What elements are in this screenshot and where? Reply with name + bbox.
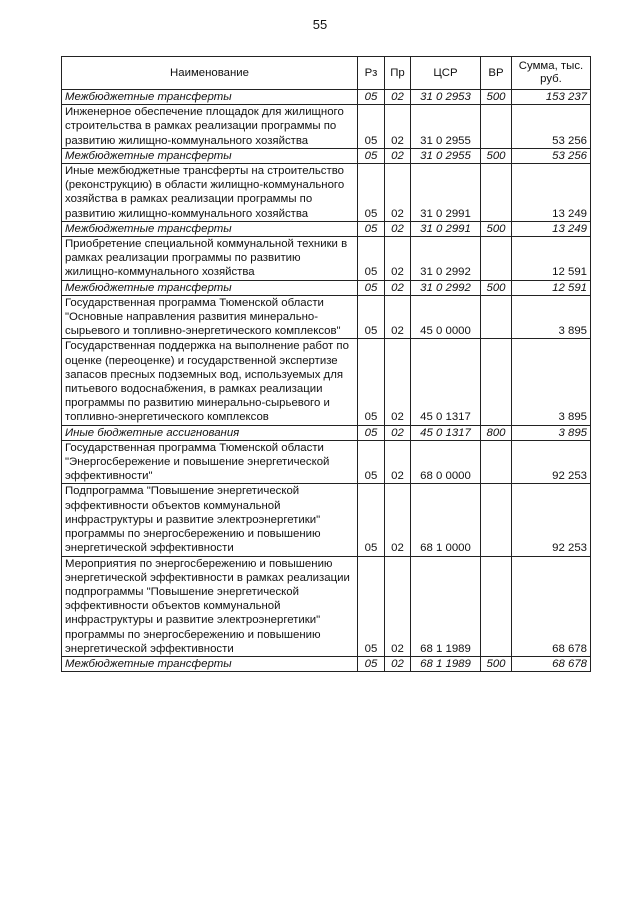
table-row [62, 221, 591, 236]
page-number: 55 [312, 17, 328, 32]
cell-vr: 500 [481, 148, 512, 163]
cell-name: Государственная программа Тюменской области "Энергосбережение и повышение энергетической эффективности" [62, 440, 358, 484]
cell-rz: 05 [358, 295, 385, 339]
cell-rz: 05 [358, 221, 385, 236]
cell-rz: 05 [358, 339, 385, 425]
cell-vr: 500 [481, 90, 512, 105]
table-row [62, 440, 591, 484]
cell-csr: 68 1 1989 [411, 556, 481, 656]
cell-sum: 12 591 [512, 237, 591, 281]
cell-name: Инженерное обеспечение площадок для жилищного строительства в рамках реализации программы по развитию жилищно-коммунального хозяйства [62, 105, 358, 149]
cell-rz: 05 [358, 105, 385, 149]
cell-pr: 02 [385, 280, 411, 295]
cell-vr: 500 [481, 280, 512, 295]
cell-rz: 05 [358, 440, 385, 484]
table-row [62, 484, 591, 556]
cell-rz: 05 [358, 656, 385, 671]
cell-pr: 02 [385, 484, 411, 556]
cell-rz: 05 [358, 280, 385, 295]
header-rz: Рз [358, 57, 385, 90]
cell-sum: 68 678 [512, 556, 591, 656]
cell-pr: 02 [385, 656, 411, 671]
cell-rz: 05 [358, 164, 385, 222]
cell-sum: 3 895 [512, 339, 591, 425]
table-row [62, 105, 591, 149]
cell-pr: 02 [385, 221, 411, 236]
cell-pr: 02 [385, 339, 411, 425]
cell-rz: 05 [358, 425, 385, 440]
budget-table [61, 56, 591, 672]
cell-rz: 05 [358, 237, 385, 281]
cell-name: Межбюджетные трансферты [62, 90, 358, 105]
cell-sum: 53 256 [512, 148, 591, 163]
cell-pr: 02 [385, 90, 411, 105]
table-row [62, 280, 591, 295]
cell-csr: 31 0 2955 [411, 148, 481, 163]
cell-csr: 31 0 2991 [411, 164, 481, 222]
cell-csr: 31 0 2955 [411, 105, 481, 149]
cell-pr: 02 [385, 295, 411, 339]
cell-sum: 13 249 [512, 164, 591, 222]
cell-name: Иные бюджетные ассигнования [62, 425, 358, 440]
cell-sum: 153 237 [512, 90, 591, 105]
cell-csr: 68 0 0000 [411, 440, 481, 484]
cell-name: Подпрограмма "Повышение энергетической эффективности объектов коммунальной инфраструктуры и развитие электроэнергетики" программы по энергосбережению и повышению энергетической эффективности [62, 484, 358, 556]
table-row [62, 339, 591, 425]
cell-vr: 500 [481, 656, 512, 671]
cell-sum: 92 253 [512, 484, 591, 556]
cell-vr: 500 [481, 221, 512, 236]
cell-name: Мероприятия по энергосбережению и повышению энергетической эффективности в рамках реализации подпрограммы "Повышение энергетической эффективности объектов коммунальной инфраструктуры и развитие электроэнергетики" программы по энергосбережению и повышению энергетической эффективности [62, 556, 358, 656]
cell-name: Приобретение специальной коммунальной техники в рамках реализации программы по развитию жилищно-коммунального хозяйства [62, 237, 358, 281]
cell-name: Межбюджетные трансферты [62, 280, 358, 295]
cell-vr [481, 164, 512, 222]
cell-vr [481, 295, 512, 339]
header-sum: Сумма, тыс. руб. [512, 57, 591, 90]
cell-csr: 45 0 0000 [411, 295, 481, 339]
cell-sum: 3 895 [512, 425, 591, 440]
cell-sum: 92 253 [512, 440, 591, 484]
cell-name: Государственная программа Тюменской области "Основные направления развития минерально-сырьевого и топливно-энергетического комплексов" [62, 295, 358, 339]
cell-pr: 02 [385, 164, 411, 222]
table-row [62, 295, 591, 339]
cell-pr: 02 [385, 440, 411, 484]
cell-sum: 12 591 [512, 280, 591, 295]
table-row [62, 556, 591, 656]
cell-csr: 45 0 1317 [411, 339, 481, 425]
cell-vr [481, 105, 512, 149]
cell-pr: 02 [385, 148, 411, 163]
cell-csr: 31 0 2991 [411, 221, 481, 236]
cell-sum: 3 895 [512, 295, 591, 339]
cell-sum: 68 678 [512, 656, 591, 671]
table-row [62, 425, 591, 440]
table-row [62, 90, 591, 105]
cell-vr: 800 [481, 425, 512, 440]
cell-rz: 05 [358, 484, 385, 556]
cell-name: Государственная поддержка на выполнение работ по оценке (переоценке) и государственной экспертизе запасов пресных подземных вод, используемых для питьевого водоснабжения, в рамках реализации программы по развитию минерально-сырьевого и топливно-энергетического комплексов [62, 339, 358, 425]
cell-rz: 05 [358, 148, 385, 163]
table-header-row [62, 57, 591, 90]
header-csr: ЦСР [411, 57, 481, 90]
cell-csr: 31 0 2992 [411, 237, 481, 281]
cell-vr [481, 484, 512, 556]
cell-name: Межбюджетные трансферты [62, 656, 358, 671]
cell-vr [481, 237, 512, 281]
cell-csr: 31 0 2953 [411, 90, 481, 105]
table-row [62, 237, 591, 281]
table-row [62, 148, 591, 163]
table-body [62, 90, 591, 672]
cell-pr: 02 [385, 425, 411, 440]
cell-csr: 68 1 0000 [411, 484, 481, 556]
cell-vr [481, 556, 512, 656]
cell-pr: 02 [385, 556, 411, 656]
cell-vr [481, 339, 512, 425]
cell-name: Иные межбюджетные трансферты на строительство (реконструкцию) в области жилищно-коммунального хозяйства в рамках реализации программы по развитию жилищно-коммунального хозяйства [62, 164, 358, 222]
cell-csr: 68 1 1989 [411, 656, 481, 671]
table-row [62, 164, 591, 222]
cell-vr [481, 440, 512, 484]
cell-pr: 02 [385, 105, 411, 149]
cell-sum: 13 249 [512, 221, 591, 236]
header-pr: Пр [385, 57, 411, 90]
cell-name: Межбюджетные трансферты [62, 148, 358, 163]
cell-csr: 45 0 1317 [411, 425, 481, 440]
header-name: Наименование [62, 57, 358, 90]
cell-rz: 05 [358, 556, 385, 656]
cell-sum: 53 256 [512, 105, 591, 149]
header-vr: ВР [481, 57, 512, 90]
cell-csr: 31 0 2992 [411, 280, 481, 295]
cell-name: Межбюджетные трансферты [62, 221, 358, 236]
cell-rz: 05 [358, 90, 385, 105]
cell-pr: 02 [385, 237, 411, 281]
table-row [62, 656, 591, 671]
